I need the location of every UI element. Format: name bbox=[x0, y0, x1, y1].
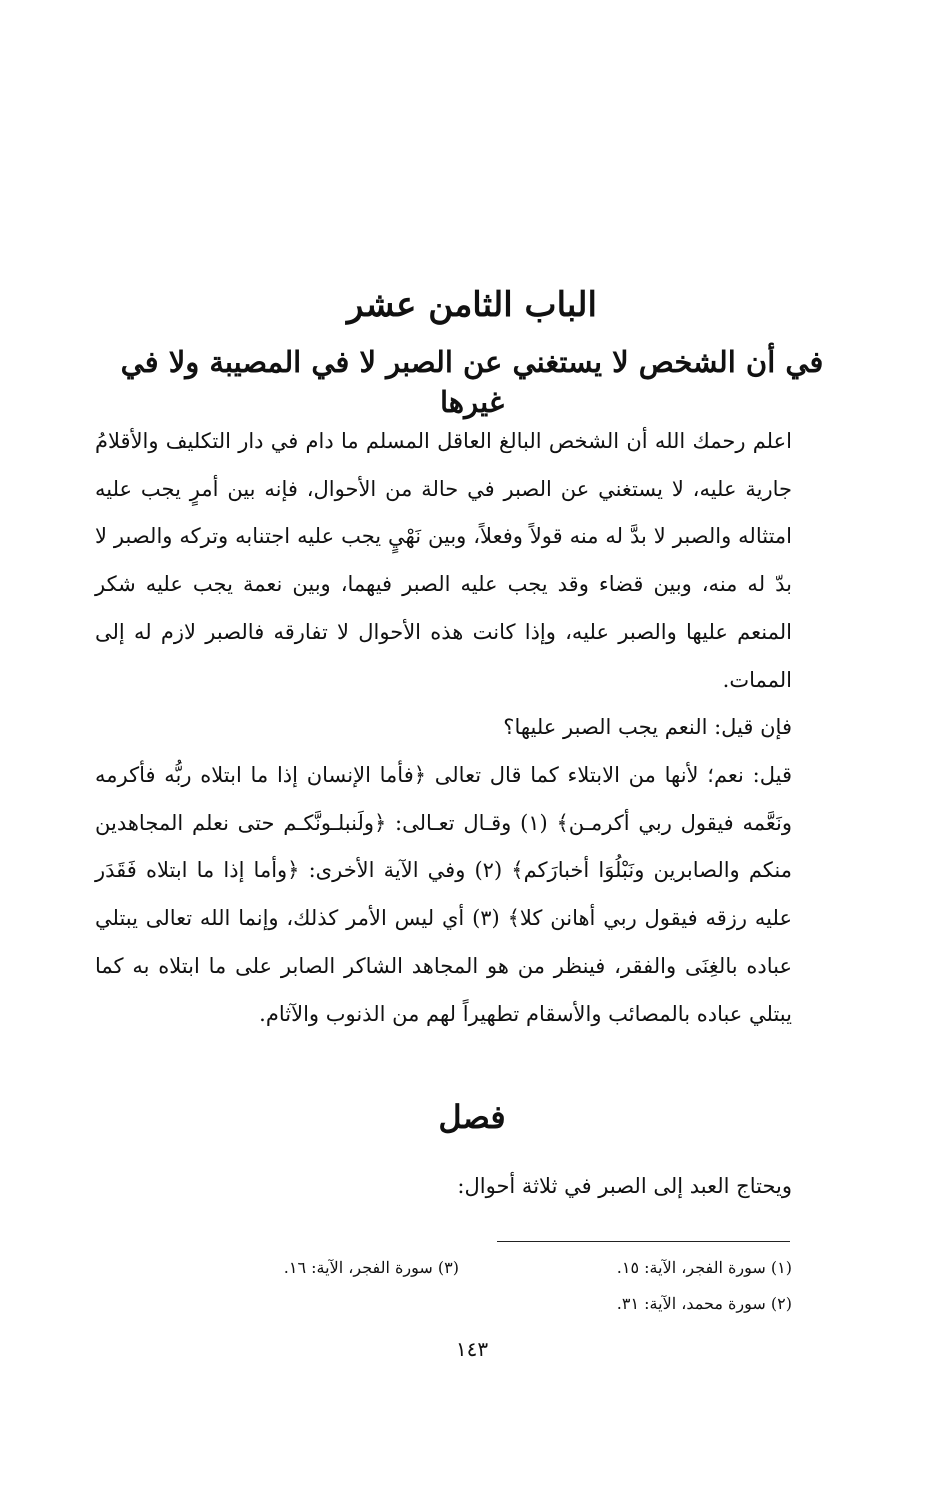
footnote-divider bbox=[497, 1241, 790, 1242]
page-number: ١٤٣ bbox=[455, 1337, 489, 1361]
chapter-subtitle: في أن الشخص لا يستغني عن الصبر لا في المصيبة ولا في غيرها bbox=[120, 345, 824, 419]
footnote: (١) سورة الفجر، الآية: ١٥. bbox=[616, 1258, 792, 1277]
section-paragraph: ويحتاج العبد إلى الصبر في ثلاثة أحوال: bbox=[457, 1174, 792, 1198]
footnote: (٣) سورة الفجر، الآية: ١٦. bbox=[283, 1258, 459, 1277]
chapter-title: الباب الثامن عشر bbox=[346, 285, 597, 325]
body-paragraph: قيل: نعم؛ لأنها من الابتلاء كما قال تعالى ﴿فأما الإنسان إذا ما ابتلاه ربُّه فأكرمه ونَعَّمه فيقول ربي أكرمـن﴾ (١) وقـال تعـالى: ﴿ولَنبلـونَّكـم حتى نعلم المجاهدين منكم والصابرين ونَبْلُوَا أخبارَكم﴾ (٢) وفي الآية الأخرى: ﴿وأما إذا ما ابتلاه فَقَدَر عليه رزقه فيقول ربي أهانن كلا﴾ (٣) أي ليس الأمر كذلك، وإنما الله تعالى يبتلي عباده بالغِنَى والفقر، فينظر من هو المجاهد الشاكر الصابر على ما ابتلاه به كما يبتلي عباده بالمصائب والأسقام تطهيراً لهم من الذنوب والآثام. bbox=[95, 763, 792, 1026]
body-paragraph: اعلم رحمك الله أن الشخص البالغ العاقل المسلم ما دام في دار التكليف والأقلامُ جارية عليه، لا يستغني عن الصبر في حالة من الأحوال، فإنه بين أمرٍ يجب عليه امتثاله والصبر لا بدَّ له منه قولاً وفعلاً، وبين نَهْيٍ يجب عليه اجتنابه وتركه والصبر لا بدّ له منه، وبين قضاء وقد يجب عليه الصبر فيهما، وبين نعمة يجب عليه شكر المنعم عليها والصبر عليه، وإذا كانت هذه الأحوال لا تفارقه فالصبر لازم له إلى الممات. bbox=[95, 429, 792, 692]
body-paragraph: فإن قيل: النعم يجب الصبر عليها؟ bbox=[503, 715, 792, 739]
footnote: (٢) سورة محمد، الآية: ٣١. bbox=[616, 1294, 792, 1313]
section-title: فصل bbox=[438, 1098, 506, 1136]
